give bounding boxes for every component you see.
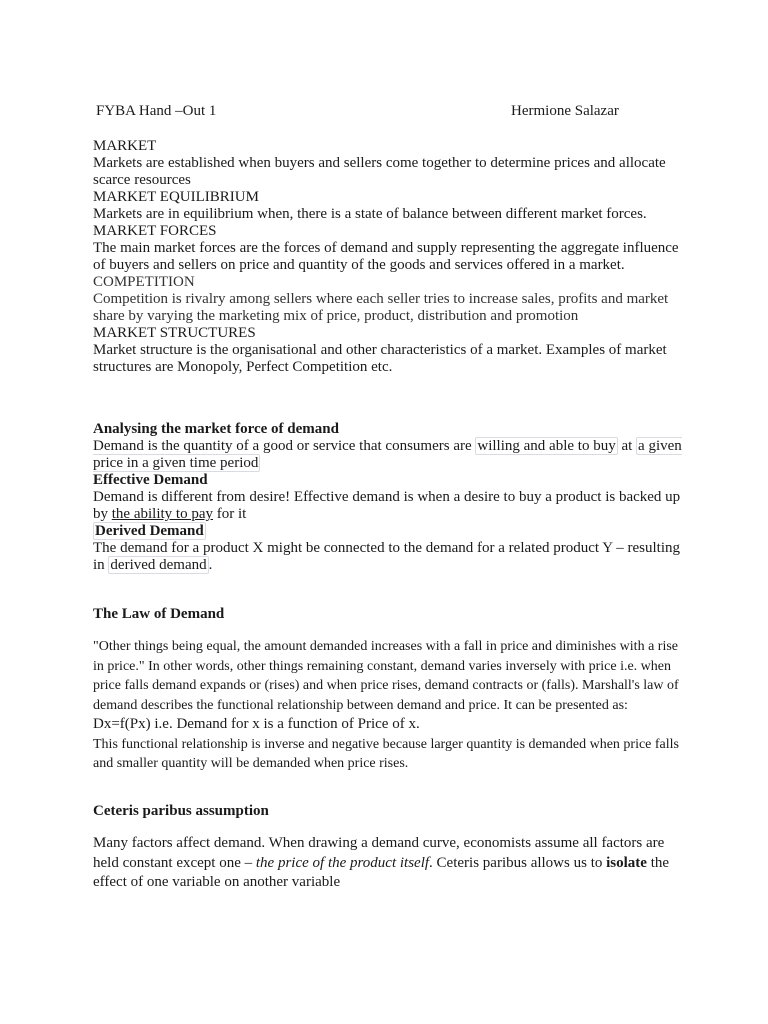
analysing-text-before: Demand is the quantity of a good or service that consumers are	[93, 438, 476, 454]
forces-heading: MARKET FORCES	[93, 223, 217, 239]
structures-text: Market structure is the organisational and other characteristics of a market. Examples of market structures are Monopoly, Perfect Competition etc.	[93, 342, 667, 375]
law-relation: This functional relationship is inverse and negative because larger quantity is demanded when price falls and smaller quantity will be demanded when price rises.	[93, 736, 679, 771]
competition-heading: COMPETITION	[93, 274, 195, 290]
given-price-link[interactable]: a given price in a given time period	[93, 438, 682, 471]
ceteris-text-after: the effect of one variable on another variable	[93, 854, 670, 890]
ability-to-pay-link[interactable]: the ability to pay	[111, 506, 213, 522]
effective-text-after: for it	[212, 506, 247, 522]
derived-demand-link[interactable]: derived demand	[110, 557, 207, 573]
analysing-section	[93, 421, 683, 574]
market-heading: MARKET	[93, 138, 157, 154]
ceteris-section	[93, 803, 683, 820]
ceteris-bold: isolate	[606, 854, 647, 871]
analysing-text	[93, 438, 683, 472]
law-body	[93, 637, 683, 774]
law-heading: The Law of Demand	[93, 606, 225, 622]
equilibrium-text: Markets are in equilibrium when, there is a state of balance between different market forces.	[93, 206, 647, 222]
derived-heading-wrap	[93, 523, 683, 540]
ceteris-heading: Ceteris paribus assumption	[93, 803, 269, 819]
header-left: FYBA Hand –Out 1	[96, 103, 217, 119]
equilibrium-heading: MARKET EQUILIBRIUM	[93, 189, 259, 205]
ceteris-text-middle: . Ceteris paribus allows us to	[429, 854, 607, 871]
effective-text-before: Demand is different from desire! Effective demand is when a desire to buy a product is backed up by	[93, 489, 681, 522]
derived-heading[interactable]: Derived Demand	[95, 523, 204, 539]
derived-text-after: .	[208, 557, 213, 573]
derived-text	[93, 540, 683, 574]
law-section	[93, 606, 683, 623]
law-quote: "Other things being equal, the amount demanded increases with a fall in price and diminishes with a rise in price." In other words, other things remaining constant, demand varies inversely with price i.e. when price falls demand expands or (rises) and when price rises, demand contracts or (falls). Marshall's law of demand describes the functional relationship between demand and price. It can be presented as:	[93, 639, 679, 713]
forces-text: The main market forces are the forces of demand and supply representing the aggregate influence of buyers and sellers on price and quantity of the goods and services offered in a market.	[93, 240, 679, 273]
ceteris-text-before: Many factors affect demand. When drawing a demand curve, economists assume all factors are held constant except one –	[93, 835, 665, 871]
analysing-text-middle: at	[617, 438, 637, 454]
willing-able-link[interactable]: willing and able to buy	[477, 438, 616, 454]
effective-heading: Effective Demand	[93, 472, 208, 488]
derived-text-before: The demand for a product X might be connected to the demand for a related product Y – resulting in	[93, 540, 681, 573]
header-right: Hermione Salazar	[511, 103, 619, 119]
law-formula: Dx=f(Px) i.e. Demand for x is a function of Price of x.	[93, 716, 420, 732]
market-section	[93, 138, 683, 376]
analysing-heading: Analysing the market force of demand	[93, 421, 339, 437]
market-text: Markets are established when buyers and sellers come together to determine prices and allocate scarce resources	[93, 155, 666, 188]
structures-heading: MARKET STRUCTURES	[93, 325, 256, 341]
competition-text: Competition is rivalry among sellers where each seller tries to increase sales, profits and market share by varying the marketing mix of price, product, distribution and promotion	[93, 291, 669, 324]
effective-text	[93, 489, 683, 523]
ceteris-italic: the price of the product itself	[255, 854, 430, 871]
ceteris-body	[93, 834, 683, 893]
